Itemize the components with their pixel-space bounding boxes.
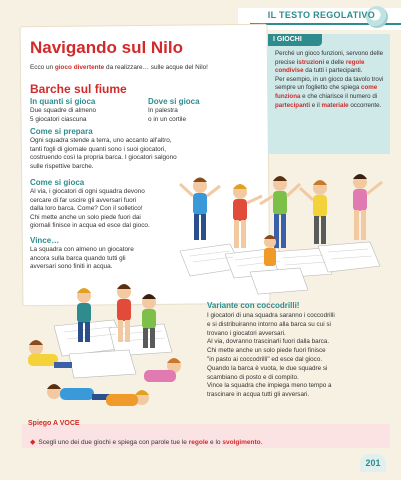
intro-text-part: da realizzare… sulle acque del Nilo! xyxy=(104,64,208,71)
variant-text xyxy=(207,312,385,400)
text-line: trascinare in acqua tutti gli avversari. xyxy=(207,391,310,399)
info-panel-text xyxy=(275,50,387,110)
text-part: Scegli uno dei due giochi e spiega con parole tue le xyxy=(38,439,189,446)
text-line: avversari sono finiti in acqua. xyxy=(30,263,113,271)
text-line: e si distribuiranno intorno alla barca su cui si xyxy=(207,320,331,328)
section-title: IL TESTO REGOLATIVO xyxy=(267,10,375,20)
text-part: e lo xyxy=(208,439,223,446)
text-line: Vince la squadra che impiega meno tempo a xyxy=(207,382,332,390)
text-line: Al via, i giocatori di ogni squadra devono xyxy=(30,188,145,195)
play-heading: Come si gioca xyxy=(30,178,85,187)
text-line: Ogni squadra stende a terra, uno accanto all'altro, xyxy=(30,137,172,144)
text-line: ancora sulla barca quando tutti gli xyxy=(30,254,126,262)
text-line: I giocatori di una squadra saranno i coccodrilli xyxy=(207,312,335,319)
keyword: materiale xyxy=(321,101,349,109)
text-line: La squadra con almeno un giocatore xyxy=(30,246,134,253)
text-line: Chi mette anche un solo piede fuori dai xyxy=(30,213,141,221)
text-line: "in pasto ai coccodrilli" ed esce dal gioco. xyxy=(207,355,323,363)
text-line: costruendo così la propria barca. I giocatori salgono xyxy=(30,154,177,162)
game-subtitle: Barche sul fiume xyxy=(30,82,127,96)
play-text xyxy=(30,188,160,231)
intro-text-part: Ecco un xyxy=(30,64,55,71)
text-line: Chi mette anche un solo piede fuori finisce xyxy=(207,347,326,355)
text-line: In palestra xyxy=(148,107,178,114)
text-part: occorrente. xyxy=(348,101,382,109)
text-line: Quando la barca è vuota, le due squadre si xyxy=(207,364,328,372)
text-line: scambiano di posto e di compito. xyxy=(207,373,299,381)
text-line: trovano i giocatori avversari. xyxy=(207,329,286,337)
page-title: Navigando sul Nilo xyxy=(30,38,184,57)
text-line: Due squadre di almeno xyxy=(30,107,97,114)
text-line: o in un cortile xyxy=(148,115,187,123)
text-part: Perché un gioco funzioni, servono delle precise xyxy=(275,50,384,66)
players-heading: In quanti si gioca xyxy=(30,97,96,106)
speaking-exercise-text xyxy=(30,438,262,446)
text-line: cercare di far uscire gli avversari fuori xyxy=(30,196,137,204)
text-part: . xyxy=(260,439,263,446)
keyword: regole xyxy=(188,439,209,446)
info-panel-tab: I GIOCHI xyxy=(268,34,322,46)
text-part: e il xyxy=(310,101,322,109)
keyword: svolgimento xyxy=(222,439,261,446)
prepare-heading: Come si prepara xyxy=(30,127,93,136)
text-line: dalla loro barca. Come? Con il solletico! xyxy=(30,205,143,213)
place-text xyxy=(148,107,258,124)
variant-heading: Variante con coccodrilli! xyxy=(207,301,300,310)
intro-highlight: gioco divertente xyxy=(54,64,105,71)
crocodile-game-illustration xyxy=(14,266,204,416)
text-line: tanti fogli di giornale quanti sono i suoi giocatori, xyxy=(30,145,167,153)
place-heading: Dove si gioca xyxy=(148,97,200,106)
text-line: sulle rispettive barche. xyxy=(30,162,94,170)
text-line: 5 giocatori ciascuna xyxy=(30,115,87,123)
text-part: e delle xyxy=(324,58,346,66)
intro-text xyxy=(30,64,260,72)
keyword: partecipanti xyxy=(275,101,311,109)
diamond-bullet-icon: ◆ xyxy=(30,439,36,446)
text-line: giornali finisce in acqua ed esce dal gioco. xyxy=(30,222,150,230)
text-part: da tutti i partecipanti. xyxy=(303,67,363,75)
text-line: Al via, dovranno trascinarli fuori dalla barca. xyxy=(207,338,330,346)
text-part: Per esempio, in un gioco da tavolo trovi sempre un foglietto che spiega xyxy=(275,75,384,92)
text-part: e che chiarisce il numero di xyxy=(300,92,378,100)
keyword: istruzioni xyxy=(296,58,325,66)
info-paragraph xyxy=(275,76,387,110)
info-paragraph xyxy=(275,50,387,76)
keyword: come funziona xyxy=(275,84,378,100)
page-number: 201 xyxy=(360,454,386,472)
players-text xyxy=(30,107,140,124)
speaking-exercise-label: Spiego A VOCE xyxy=(28,420,80,427)
winner-heading: Vince… xyxy=(30,236,60,245)
keyword: regole condivise xyxy=(275,58,365,75)
